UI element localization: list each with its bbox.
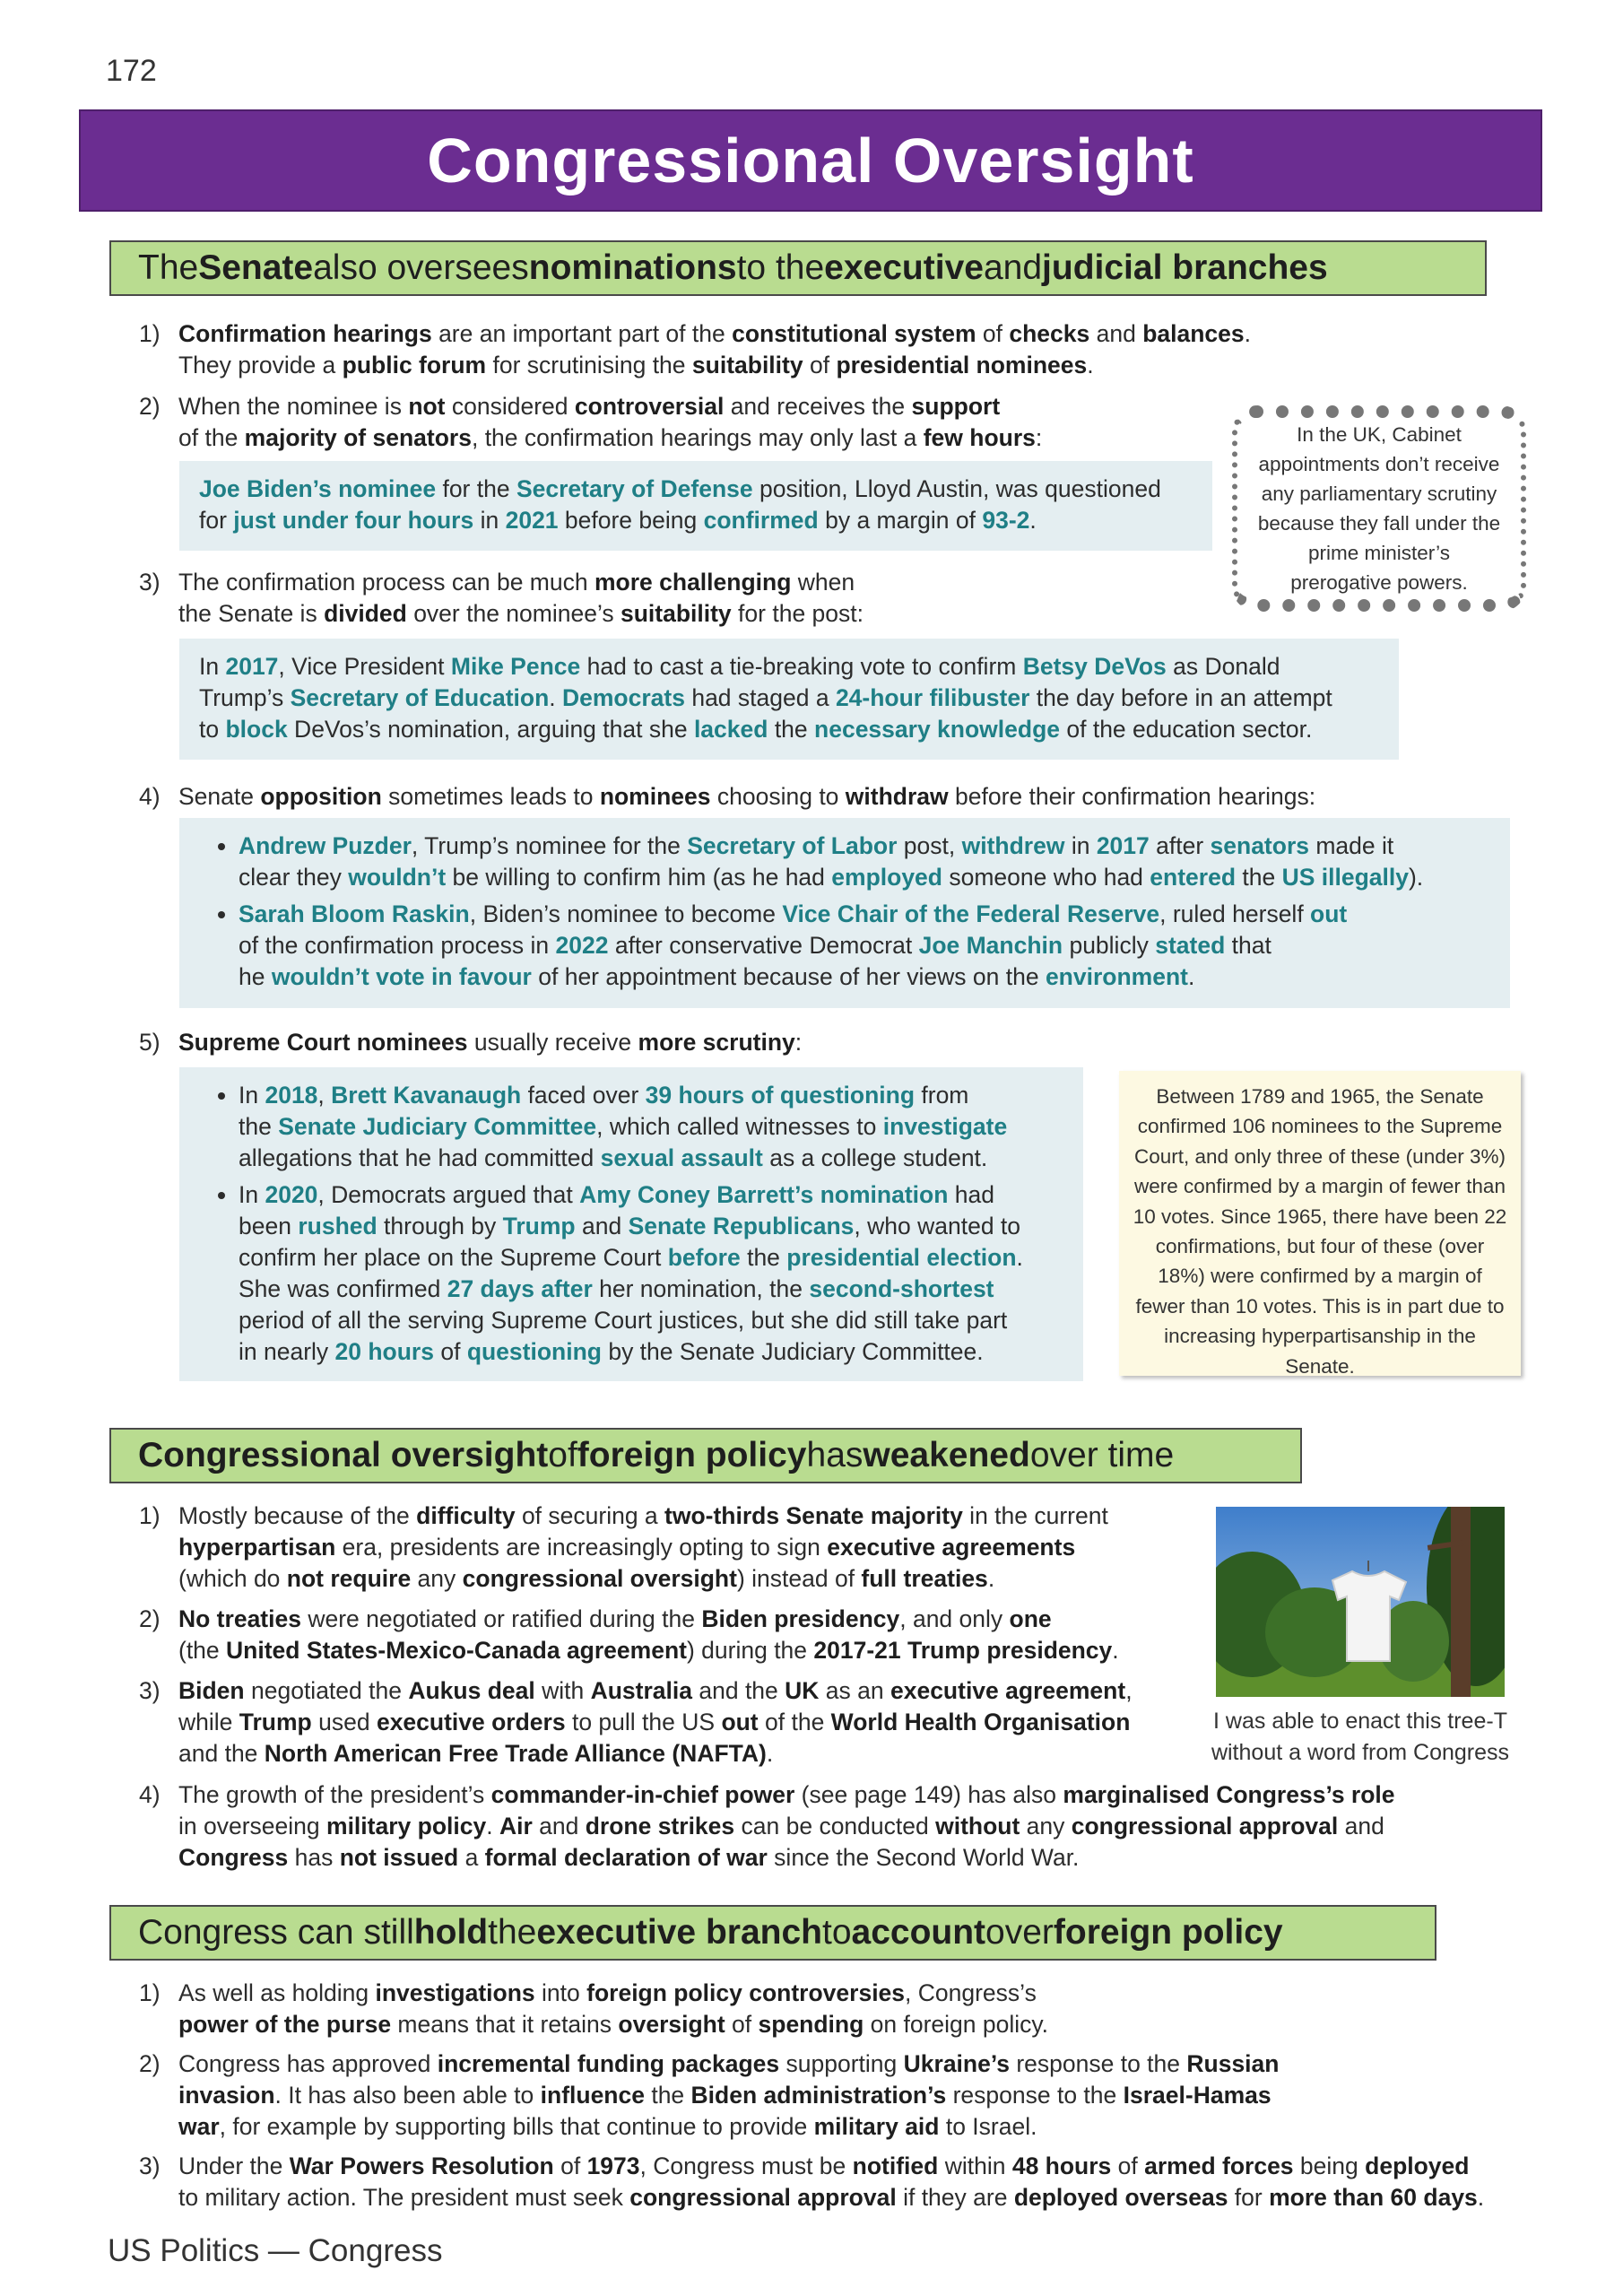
- list-item: 3) Biden negotiated the Aukus deal with Australia and the UK as an executive agreement, while Trump used executive orders to pull the US out of the World Health Organisation and the North American Free Trade Alliance (NAFTA).: [139, 1677, 1133, 1767]
- example-box-supreme-court: [179, 1067, 1083, 1381]
- list-item: 1) As well as holding investigations into foreign policy controversies, Congress’s power of the purse means that it retains oversight of spending on foreign policy.: [139, 1979, 1049, 2038]
- list-item: 1) Confirmation hearings are an important part of the constitutional system of checks and balances. They provide a public forum for scrutinising the suitability of presidential nominees.: [139, 320, 1251, 378]
- page-number: 172: [106, 54, 157, 88]
- bullet-puzder: • Andrew Puzder, Trump’s nominee for the Secretary of Labor post, withdrew in 2017 after senators made it clear they wouldn’t be willing to confirm him (as he had employed someone who had entered the US illegally).: [239, 831, 1490, 893]
- list-item: 3) The confirmation process can be much more challenging when the Senate is divided over the nominee’s suitability for the post:: [139, 569, 864, 627]
- page-title-bar: [79, 109, 1542, 212]
- example-box-withdrawals: [179, 818, 1510, 1008]
- list-item: 2) Congress has approved incremental funding packages supporting Ukraine’s response to the Russian invasion. It has also been able to influence the Biden administration’s response to the Israel-Hamas war, for example by supporting bills that continue to provide military aid to Israel.: [139, 2050, 1280, 2140]
- supreme-court-history-note: Between 1789 and 1965, the Senate confirmed 106 nominees to the Supreme Court, and only three of these (under 3%) were confirmed by a margin of fewer than 10 votes. Since 1965, there have been 22 confirmations, but four of these (over 18%) were confirmed by a margin of fewer than 10 votes. This is in part due to increasing hyperpartisanship in the Senate.: [1119, 1071, 1521, 1376]
- list-item: 5) Supreme Court nominees usually receive more scrutiny:: [139, 1029, 803, 1056]
- section-heading-senate-nominations: The Senate also oversees nominations to the executive and judicial branches: [109, 240, 1487, 296]
- list-item: 1) Mostly because of the difficulty of securing a two-thirds Senate majority in the current hyperpartisan era, presidents are increasingly opting to sign executive agreements (which do not require any congressional oversight) instead of full treaties.: [139, 1502, 1108, 1592]
- example-box-austin: Joe Biden’s nominee for the Secretary of Defense position, Lloyd Austin, was questioned for just under four hours in 2021 before being confirmed by a margin of 93-2.: [179, 461, 1212, 551]
- list-item: 2) No treaties were negotiated or ratified during the Biden presidency, and only one (the United States-Mexico-Canada agreement) during the 2017-21 Trump presidency.: [139, 1605, 1119, 1664]
- photo-caption: I was able to enact this tree-T without a word from Congress: [1211, 1709, 1510, 1765]
- section-heading-hold-executive-to-account: Congress can still hold the executive branch to account over foreign policy: [109, 1905, 1436, 1961]
- bullet-barrett: • In 2020, Democrats argued that Amy Coney Barrett’s nomination had been rushed through by Trump and Senate Republicans, who wanted to confirm her place on the Supreme Court before the presidential election. She was confirmed 27 days after her nomination, the second-shortest period of all the serving Supreme Court justices, but she did still take part in nearly 20 hours of questioning by the Senate Judiciary Committee.: [239, 1179, 1063, 1368]
- page-title: Congressional Oversight: [427, 126, 1194, 196]
- section-heading-foreign-policy-weakened: Congressional oversight of foreign policy has weakened over time: [109, 1428, 1302, 1483]
- list-item: 2) When the nominee is not considered controversial and receives the support of the majority of senators, the confirmation hearings may only last a few hours:: [139, 393, 1043, 451]
- bullet-raskin: • Sarah Bloom Raskin, Biden’s nominee to become Vice Chair of the Federal Reserve, ruled herself out of the confirmation process in 2022 after conservative Democrat Joe Manchin publicly stated that he wouldn’t vote in favour of her appointment because of her views on the environment.: [239, 899, 1490, 993]
- example-box-devos: In 2017, Vice President Mike Pence had to cast a tie-breaking vote to confirm Betsy DeVos as Donald Trump’s Secretary of Education. Democrats had staged a 24-hour filibuster the day before in an attempt to block DeVos’s nomination, arguing that she lacked the necessary knowledge of the education sector.: [179, 639, 1399, 760]
- uk-cabinet-note: In the UK, Cabinet appointments don’t receive any parliamentary scrutiny because they fall under the prime minister’s prerogative powers.: [1232, 405, 1526, 612]
- bullet-kavanaugh: • In 2018, Brett Kavanaugh faced over 39 hours of questioning from the Senate Judiciary Committee, which called witnesses to investigate allegations that he had committed sexual assault as a college student.: [239, 1080, 1063, 1174]
- tshirt-tree-image: [1216, 1507, 1505, 1697]
- list-item: 4) Senate opposition sometimes leads to nominees choosing to withdraw before their confirmation hearings:: [139, 783, 1316, 810]
- tshirt-on-tree-photo: [1216, 1507, 1505, 1697]
- footer-section-title: US Politics — Congress: [108, 2233, 443, 2268]
- list-item: 4) The growth of the president’s commander-in-chief power (see page 149) has also marginalised Congress’s role in overseeing military policy. Air and drone strikes can be conducted without any congressional approval and Congress has not issued a formal declaration of war since the Second World War.: [139, 1781, 1395, 1871]
- list-item: 3) Under the War Powers Resolution of 1973, Congress must be notified within 48 hours of armed forces being deployed to military action. The president must seek congressional approval if they are deployed overseas for more than 60 days.: [139, 2152, 1485, 2211]
